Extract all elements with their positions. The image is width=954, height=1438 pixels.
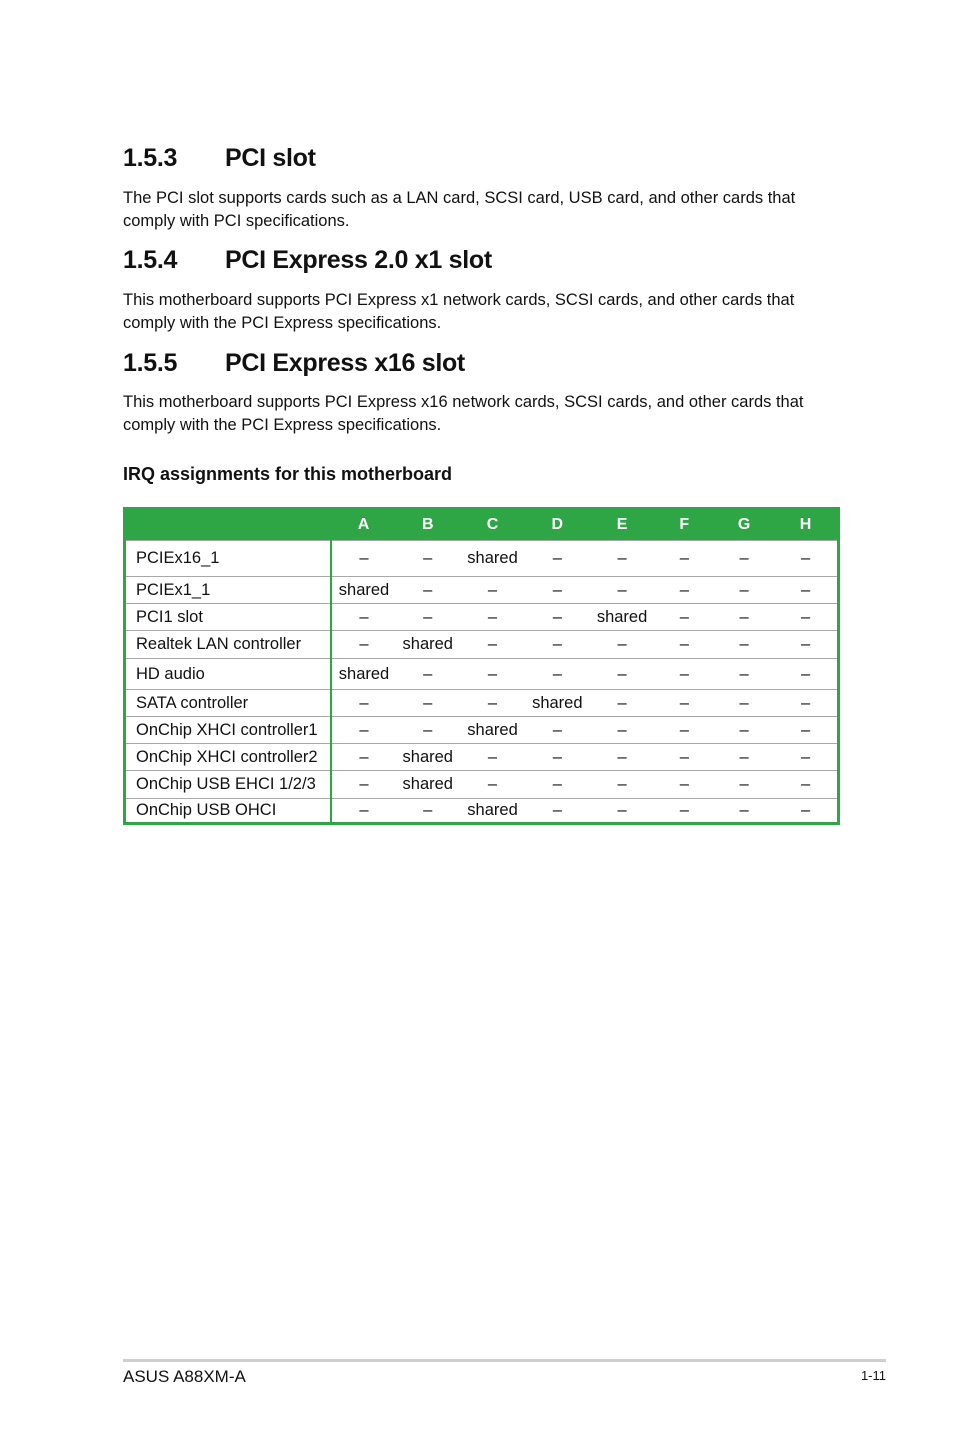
device-cell: OnChip XHCI controller2 (125, 744, 332, 771)
irq-cell: – (396, 604, 460, 631)
irq-cell: – (331, 771, 395, 799)
table-row (125, 744, 839, 771)
section-heading: PCI Express x16 slot (225, 349, 465, 377)
irq-cell: – (525, 604, 589, 631)
section-body-1-5-5: This motherboard supports PCI Express x16 network cards, SCSI cards, and other cards that comply with the PCI Express specifications. (123, 393, 804, 434)
header-cell-g: G (714, 509, 774, 541)
irq-cell: – (331, 604, 395, 631)
section-number: 1.5.4 (123, 246, 178, 274)
irq-cell: – (774, 541, 838, 577)
irq-cell: – (774, 799, 838, 824)
irq-cell: – (331, 541, 395, 577)
irq-cell: – (655, 541, 714, 577)
section-number: 1.5.3 (123, 144, 178, 172)
irq-cell: – (774, 771, 838, 799)
irq-cell: – (774, 604, 838, 631)
device-cell: PCIEx1_1 (125, 577, 332, 604)
irq-cell: – (714, 604, 774, 631)
irq-cell: – (525, 659, 589, 690)
irq-cell: – (774, 690, 838, 717)
irq-cell: – (655, 690, 714, 717)
irq-cell: – (460, 659, 525, 690)
table-header-row (125, 509, 839, 541)
irq-cell: shared (396, 631, 460, 659)
irq-cell: shared (460, 541, 525, 577)
irq-cell: shared (460, 717, 525, 744)
irq-cell: – (655, 799, 714, 824)
irq-cell: – (460, 577, 525, 604)
irq-cell: shared (589, 604, 654, 631)
irq-cell: – (774, 631, 838, 659)
irq-cell: – (396, 659, 460, 690)
irq-cell: – (396, 690, 460, 717)
device-cell: OnChip XHCI controller1 (125, 717, 332, 744)
irq-cell: – (331, 799, 395, 824)
irq-cell: – (589, 717, 654, 744)
irq-cell: shared (331, 659, 395, 690)
section-body-1-5-3: The PCI slot supports cards such as a LAN card, SCSI card, USB card, and other cards that comply with PCI specifications. (123, 189, 796, 230)
irq-table-heading: IRQ assignments for this motherboard (123, 464, 453, 484)
irq-cell: – (655, 771, 714, 799)
header-cell-e: E (589, 509, 654, 541)
irq-cell: – (589, 541, 654, 577)
irq-cell: – (655, 577, 714, 604)
irq-cell: – (655, 604, 714, 631)
header-cell-f: F (655, 509, 714, 541)
irq-cell: – (589, 631, 654, 659)
irq-cell: – (655, 631, 714, 659)
irq-cell: – (460, 604, 525, 631)
table-row (125, 717, 839, 744)
irq-cell: – (589, 799, 654, 824)
irq-cell: – (714, 577, 774, 604)
irq-cell: – (714, 659, 774, 690)
footer-page-number: 1-11 (860, 1368, 886, 1383)
table-row (125, 771, 839, 799)
device-cell: PCI1 slot (125, 604, 332, 631)
irq-cell: – (714, 717, 774, 744)
irq-cell: – (396, 541, 460, 577)
header-cell-h: H (774, 509, 838, 541)
irq-cell: – (714, 744, 774, 771)
header-cell-b: B (396, 509, 460, 541)
irq-cell: – (774, 577, 838, 604)
table-row (125, 690, 839, 717)
irq-cell: – (589, 577, 654, 604)
irq-cell: – (589, 690, 654, 717)
table-row (125, 799, 839, 824)
table-row (125, 577, 839, 604)
irq-cell: – (525, 744, 589, 771)
section-title-1-5-4 (123, 246, 492, 275)
table-row (125, 631, 839, 659)
irq-cell: – (589, 659, 654, 690)
irq-cell: – (655, 717, 714, 744)
section-heading: PCI slot (225, 144, 316, 172)
irq-cell: – (396, 799, 460, 824)
irq-cell: shared (396, 771, 460, 799)
header-cell-device (125, 509, 332, 541)
section-title-1-5-5 (123, 349, 465, 378)
irq-cell: – (525, 541, 589, 577)
device-cell: OnChip USB OHCI (125, 799, 332, 824)
header-cell-a: A (331, 509, 395, 541)
footer-divider (123, 1359, 886, 1362)
table-row (125, 659, 839, 690)
irq-cell: – (525, 577, 589, 604)
irq-cell: – (331, 717, 395, 744)
irq-cell: – (460, 744, 525, 771)
irq-cell: shared (331, 577, 395, 604)
irq-cell: – (331, 744, 395, 771)
irq-cell: – (525, 799, 589, 824)
section-title-1-5-3 (123, 144, 316, 173)
irq-cell: shared (396, 744, 460, 771)
irq-cell: – (714, 690, 774, 717)
irq-cell: – (331, 690, 395, 717)
irq-cell: – (714, 631, 774, 659)
irq-cell: – (714, 771, 774, 799)
irq-cell: – (525, 771, 589, 799)
irq-cell: – (589, 771, 654, 799)
irq-cell: – (525, 631, 589, 659)
device-cell: PCIEx16_1 (125, 541, 332, 577)
irq-cell: – (714, 541, 774, 577)
irq-cell: – (589, 744, 654, 771)
irq-cell: – (655, 744, 714, 771)
irq-cell: – (525, 717, 589, 744)
section-number: 1.5.5 (123, 349, 178, 377)
irq-cell: – (655, 659, 714, 690)
section-heading: PCI Express 2.0 x1 slot (225, 246, 492, 274)
irq-cell: – (774, 744, 838, 771)
device-cell: SATA controller (125, 690, 332, 717)
irq-cell: shared (525, 690, 589, 717)
irq-cell: shared (460, 799, 525, 824)
irq-cell: – (331, 631, 395, 659)
irq-cell: – (460, 631, 525, 659)
device-cell: OnChip USB EHCI 1/2/3 (125, 771, 332, 799)
table-row (125, 541, 839, 577)
irq-cell: – (396, 577, 460, 604)
irq-cell: – (460, 690, 525, 717)
header-cell-d: D (525, 509, 589, 541)
irq-cell: – (460, 771, 525, 799)
device-cell: HD audio (125, 659, 332, 690)
irq-cell: – (714, 799, 774, 824)
header-cell-c: C (460, 509, 525, 541)
section-body-1-5-4: This motherboard supports PCI Express x1 network cards, SCSI cards, and other cards that comply with the PCI Express specifications. (123, 291, 795, 332)
device-cell: Realtek LAN controller (125, 631, 332, 659)
irq-cell: – (774, 717, 838, 744)
irq-cell: – (774, 659, 838, 690)
footer-product-name: ASUS A88XM-A (123, 1367, 246, 1386)
irq-cell: – (396, 717, 460, 744)
irq-assignment-table (123, 507, 840, 825)
table-row (125, 604, 839, 631)
